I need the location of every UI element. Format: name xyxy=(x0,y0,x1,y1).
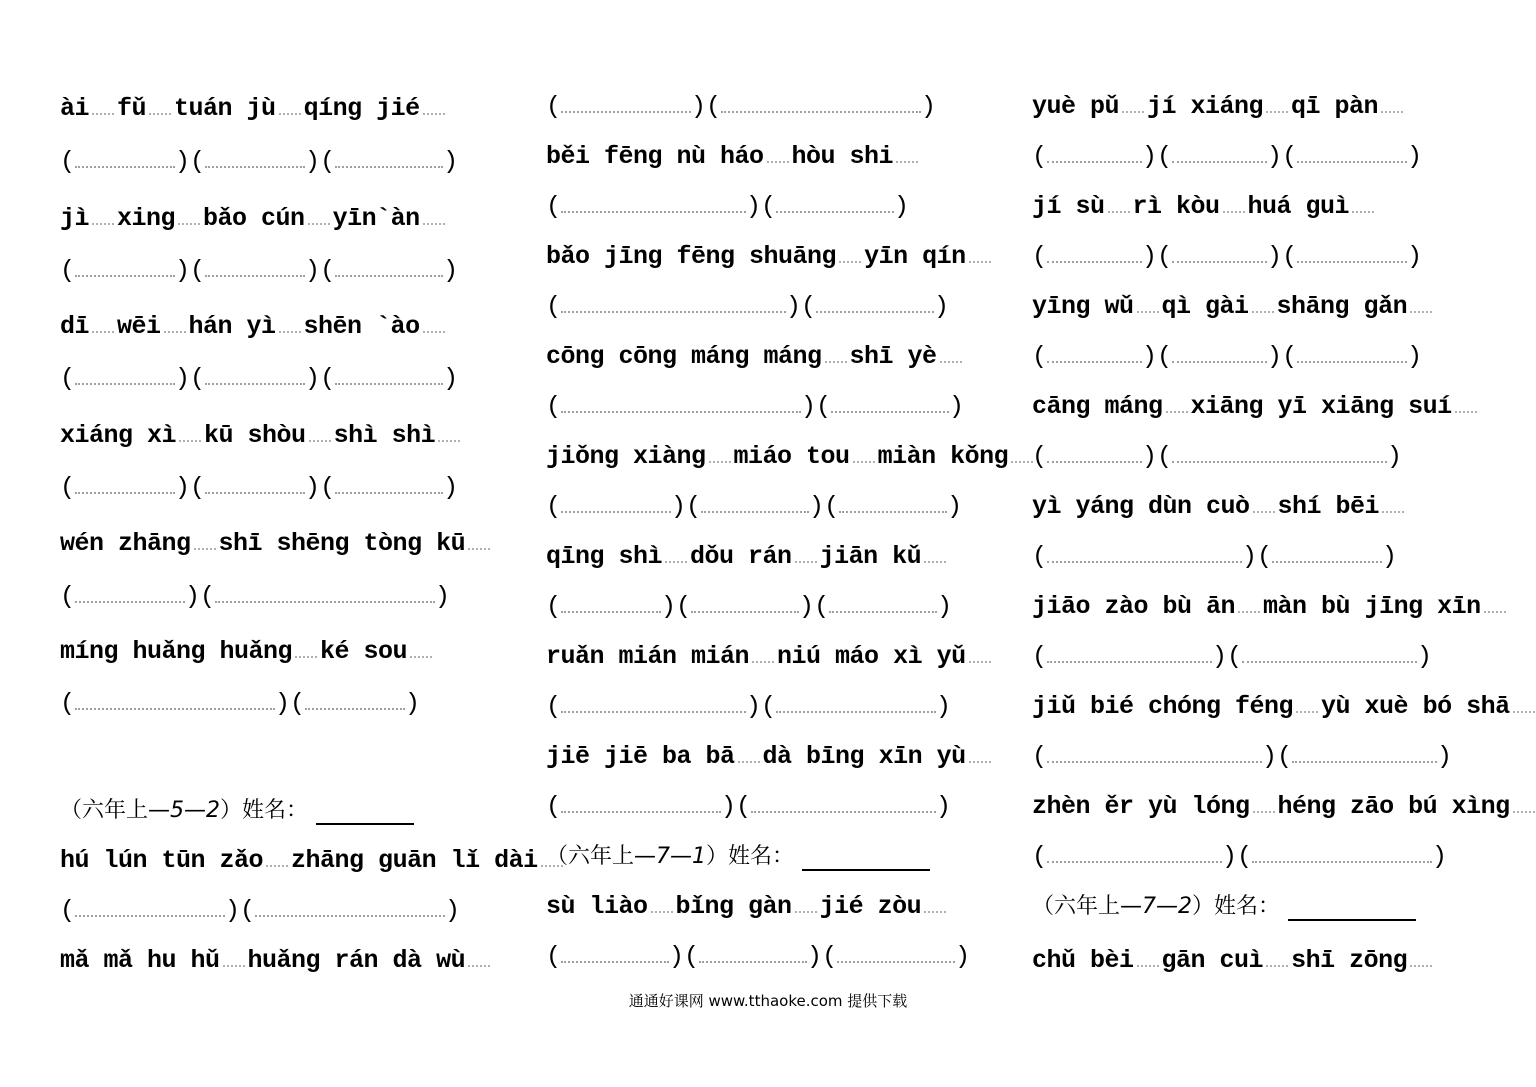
pinyin-row xyxy=(60,847,566,875)
answer-blank[interactable]: ( ) xyxy=(240,896,461,925)
dotted-spacer xyxy=(179,436,201,442)
dotted-spacer xyxy=(1484,607,1506,613)
pinyin-word: bǎo jīng fēng shuāng xyxy=(546,242,837,271)
pinyin-word: ruǎn mián mián xyxy=(546,642,750,671)
pinyin-word: yīn`àn xyxy=(332,204,420,233)
dotted-spacer xyxy=(924,557,946,563)
pinyin-word: shāng gǎn xyxy=(1276,292,1408,321)
pinyin-word: mǎ mǎ hu hǔ xyxy=(60,946,220,975)
pinyin-word: shī yè xyxy=(849,342,937,371)
answer-blank[interactable]: ( ) xyxy=(1032,642,1228,671)
pinyin-row xyxy=(1032,947,1435,975)
dotted-spacer xyxy=(1252,307,1274,313)
pinyin-word: niú máo xì yǔ xyxy=(777,642,966,671)
pinyin-row xyxy=(1032,793,1536,821)
pinyin-row xyxy=(1032,693,1536,721)
dotted-spacer xyxy=(279,327,301,333)
answer-blank[interactable]: ( ) xyxy=(761,192,910,221)
answer-blank[interactable]: ( ) xyxy=(200,582,451,611)
pinyin-word: gān cuì xyxy=(1161,946,1264,975)
dotted-spacer xyxy=(1381,107,1403,113)
dotted-spacer xyxy=(423,219,445,225)
answer-blank[interactable]: ( ) xyxy=(1032,542,1258,571)
dotted-spacer xyxy=(1108,207,1130,213)
pinyin-word: shí bēi xyxy=(1277,492,1380,521)
dotted-spacer xyxy=(738,757,760,763)
pinyin-row xyxy=(546,643,994,671)
name-label: ）姓名： xyxy=(706,844,795,869)
pinyin-word: bǎo cún xyxy=(203,204,305,233)
dotted-spacer xyxy=(92,109,114,115)
answer-blank[interactable]: ( ) xyxy=(546,792,737,821)
pinyin-row xyxy=(1032,393,1480,421)
answer-blanks-row xyxy=(60,690,420,718)
answer-blank[interactable]: ( ) xyxy=(290,689,421,718)
answer-blank[interactable]: ( ) xyxy=(60,473,191,502)
name-field[interactable] xyxy=(802,849,930,871)
dotted-spacer xyxy=(825,357,847,363)
section-prefix: （六年上— xyxy=(60,798,171,823)
answer-blank[interactable]: ( ) xyxy=(1157,342,1283,371)
dotted-spacer xyxy=(295,652,317,658)
pinyin-word: fǔ xyxy=(117,94,147,123)
pinyin-word: ài xyxy=(60,94,90,123)
pinyin-word: cāng máng xyxy=(1032,392,1163,421)
pinyin-word: dī xyxy=(60,312,90,341)
dotted-spacer xyxy=(1011,457,1033,463)
pinyin-row xyxy=(1032,193,1377,221)
answer-blank[interactable]: ( ) xyxy=(1157,242,1283,271)
answer-blank[interactable]: ( ) xyxy=(546,692,762,721)
answer-blank[interactable]: ( ) xyxy=(1282,342,1423,371)
answer-blank[interactable]: ( ) xyxy=(320,364,459,393)
answer-blank[interactable]: ( ) xyxy=(686,492,825,521)
pinyin-row xyxy=(1032,293,1435,321)
answer-blanks-row xyxy=(1032,843,1447,871)
answer-blank[interactable]: ( ) xyxy=(816,392,965,421)
answer-blank[interactable]: ( ) xyxy=(546,92,707,121)
pinyin-row xyxy=(546,143,921,171)
pinyin-word: ké sou xyxy=(320,637,408,666)
pinyin-word: jì xyxy=(60,204,90,233)
pinyin-word: rì kòu xyxy=(1132,192,1220,221)
pinyin-row xyxy=(60,95,448,123)
answer-blank[interactable]: ( ) xyxy=(1157,442,1403,471)
pinyin-word: wēi xyxy=(117,312,161,341)
pinyin-word: cōng cōng máng máng xyxy=(546,342,822,371)
pinyin-row xyxy=(60,313,448,341)
dotted-spacer xyxy=(92,219,114,225)
pinyin-word: yì yáng dùn cuò xyxy=(1032,492,1250,521)
section-header xyxy=(60,797,414,825)
answer-blank[interactable]: ( ) xyxy=(1282,142,1423,171)
dotted-spacer xyxy=(853,457,875,463)
answer-blank[interactable]: ( ) xyxy=(824,492,963,521)
pinyin-word: jí sù xyxy=(1032,192,1105,221)
section-code: 7—1 xyxy=(656,844,707,869)
dotted-spacer xyxy=(795,907,817,913)
pinyin-word: bǐng gàn xyxy=(675,892,792,921)
dotted-spacer xyxy=(969,757,991,763)
pinyin-word: kū shòu xyxy=(204,421,306,450)
answer-blank[interactable]: ( ) xyxy=(546,392,817,421)
pinyin-row xyxy=(60,530,493,558)
answer-blanks-row xyxy=(60,257,458,285)
pinyin-word: tuán jù xyxy=(174,94,276,123)
pinyin-row xyxy=(546,743,994,771)
pinyin-word: qíng jié xyxy=(303,94,420,123)
section-prefix: （六年上— xyxy=(1032,894,1143,919)
dotted-spacer xyxy=(767,157,789,163)
dotted-spacer xyxy=(1266,107,1288,113)
dotted-spacer xyxy=(752,657,774,663)
answer-blank[interactable]: ( ) xyxy=(320,256,459,285)
section-header xyxy=(546,843,930,871)
answer-blanks-row xyxy=(60,897,460,925)
answer-blank[interactable]: ( ) xyxy=(190,473,321,502)
answer-blank[interactable]: ( ) xyxy=(320,147,459,176)
answer-blanks-row xyxy=(546,93,936,121)
answer-blanks-row xyxy=(1032,643,1432,671)
answer-blank[interactable]: ( ) xyxy=(1227,642,1433,671)
pinyin-row xyxy=(546,893,949,921)
dotted-spacer xyxy=(1266,961,1288,967)
answer-blank[interactable]: ( ) xyxy=(822,942,971,971)
dotted-spacer xyxy=(1253,507,1275,513)
answer-blank[interactable]: ( ) xyxy=(190,364,321,393)
answer-blank[interactable]: ( ) xyxy=(706,92,937,121)
pinyin-row xyxy=(546,243,994,271)
answer-blanks-row xyxy=(546,943,970,971)
pinyin-word: chǔ bèi xyxy=(1032,946,1134,975)
pinyin-word: dà bīng xīn yù xyxy=(762,742,966,771)
pinyin-word: yuè pǔ xyxy=(1032,92,1120,121)
pinyin-word: qì gài xyxy=(1161,292,1249,321)
name-label: ）姓名： xyxy=(1192,894,1281,919)
pinyin-word: sù liào xyxy=(546,892,648,921)
dotted-spacer xyxy=(1410,307,1432,313)
pinyin-word: shī zōng xyxy=(1291,946,1408,975)
pinyin-word: míng huǎng huǎng xyxy=(60,637,293,666)
dotted-spacer xyxy=(1455,407,1477,413)
dotted-spacer xyxy=(924,907,946,913)
answer-blank[interactable]: ( ) xyxy=(801,292,950,321)
footer-credit: 通通好课网 www.tthaoke.com 提供下载 xyxy=(628,992,908,1010)
dotted-spacer xyxy=(1166,407,1188,413)
dotted-spacer xyxy=(1382,507,1404,513)
answer-blank[interactable]: ( ) xyxy=(684,942,823,971)
dotted-spacer xyxy=(149,109,171,115)
pinyin-word: jiāo zào bù ān xyxy=(1032,592,1236,621)
dotted-spacer xyxy=(665,557,687,563)
pinyin-word: shī shēng tòng kū xyxy=(218,529,466,558)
answer-blanks-row xyxy=(546,493,962,521)
dotted-spacer xyxy=(709,457,731,463)
answer-blanks-row xyxy=(546,793,951,821)
pinyin-word: qīng shì xyxy=(546,542,663,571)
dotted-spacer xyxy=(1137,961,1159,967)
answer-blanks-row xyxy=(60,583,450,611)
section-prefix: （六年上— xyxy=(546,844,657,869)
pinyin-row xyxy=(60,205,448,233)
pinyin-word: wén zhāng xyxy=(60,529,191,558)
answer-blank[interactable]: ( ) xyxy=(190,147,321,176)
answer-blank[interactable]: ( ) xyxy=(1237,842,1448,871)
answer-blank[interactable]: ( ) xyxy=(60,147,191,176)
dotted-spacer xyxy=(1122,107,1144,113)
section-header xyxy=(1032,893,1416,921)
dotted-spacer xyxy=(423,327,445,333)
answer-blank[interactable]: ( ) xyxy=(1032,142,1158,171)
pinyin-row xyxy=(546,443,1036,471)
dotted-spacer xyxy=(896,157,918,163)
answer-blank[interactable]: ( ) xyxy=(60,256,191,285)
section-code: 7—2 xyxy=(1142,894,1193,919)
pinyin-word: jiān kǔ xyxy=(819,542,922,571)
pinyin-word: jiē jiē ba bā xyxy=(546,742,735,771)
answer-blank[interactable]: ( ) xyxy=(546,592,677,621)
answer-blank[interactable]: ( ) xyxy=(546,292,802,321)
answer-blank[interactable]: ( ) xyxy=(1282,242,1423,271)
dotted-spacer xyxy=(164,327,186,333)
name-field[interactable] xyxy=(1288,899,1416,921)
pinyin-row xyxy=(546,343,965,371)
pinyin-row xyxy=(1032,593,1509,621)
dotted-spacer xyxy=(194,544,216,550)
dotted-spacer xyxy=(1137,307,1159,313)
pinyin-word: miáo tou xyxy=(733,442,850,471)
answer-blank[interactable]: ( ) xyxy=(761,692,952,721)
dotted-spacer xyxy=(651,907,673,913)
answer-blanks-row xyxy=(1032,343,1422,371)
answer-blank[interactable]: ( ) xyxy=(60,364,191,393)
dotted-spacer xyxy=(410,652,432,658)
answer-blanks-row xyxy=(546,593,952,621)
name-label: ）姓名： xyxy=(220,798,309,823)
answer-blanks-row xyxy=(60,474,458,502)
answer-blank[interactable]: ( ) xyxy=(1277,742,1453,771)
dotted-spacer xyxy=(423,109,445,115)
dotted-spacer xyxy=(969,657,991,663)
dotted-spacer xyxy=(940,357,962,363)
answer-blanks-row xyxy=(546,393,964,421)
pinyin-word: jí xiáng xyxy=(1147,92,1264,121)
pinyin-word: huǎng rán dà wù xyxy=(247,946,466,975)
dotted-spacer xyxy=(178,219,200,225)
dotted-spacer xyxy=(969,257,991,263)
pinyin-row xyxy=(1032,493,1407,521)
pinyin-row xyxy=(546,543,949,571)
answer-blanks-row xyxy=(1032,543,1397,571)
answer-blank[interactable]: ( ) xyxy=(1032,342,1158,371)
answer-blanks-row xyxy=(1032,143,1422,171)
answer-blanks-row xyxy=(546,693,951,721)
answer-blank[interactable]: ( ) xyxy=(190,256,321,285)
dotted-spacer xyxy=(1296,707,1318,713)
pinyin-word: zhāng guān lǐ dài xyxy=(291,846,538,875)
dotted-spacer xyxy=(1410,961,1432,967)
pinyin-word: xiáng xì xyxy=(60,421,177,450)
pinyin-word: hán yì xyxy=(188,312,276,341)
pinyin-word: yù xuè bó shā xyxy=(1321,692,1510,721)
dotted-spacer xyxy=(1253,807,1275,813)
pinyin-word: hú lún tūn zǎo xyxy=(60,846,264,875)
pinyin-word: yīn qín xyxy=(864,242,966,271)
dotted-spacer xyxy=(266,861,288,867)
pinyin-word: dǒu rán xyxy=(690,542,792,571)
answer-blanks-row xyxy=(1032,743,1452,771)
pinyin-word: xiāng yī xiāng suí xyxy=(1190,392,1452,421)
pinyin-row xyxy=(1032,93,1406,121)
answer-blanks-row xyxy=(546,193,909,221)
answer-blanks-row xyxy=(546,293,949,321)
pinyin-word: shì shì xyxy=(333,421,436,450)
dotted-spacer xyxy=(1513,807,1535,813)
answer-blank[interactable]: ( ) xyxy=(1257,542,1398,571)
answer-blanks-row xyxy=(60,365,458,393)
answer-blanks-row xyxy=(60,148,458,176)
section-code: 5—2 xyxy=(170,798,221,823)
pinyin-word: zhèn ěr yù lóng xyxy=(1032,792,1250,821)
dotted-spacer xyxy=(468,544,490,550)
answer-blank[interactable]: ( ) xyxy=(546,192,762,221)
pinyin-word: yīng wǔ xyxy=(1032,292,1134,321)
answer-blank[interactable]: ( ) xyxy=(736,792,952,821)
answer-blank[interactable]: ( ) xyxy=(1032,842,1238,871)
dotted-spacer xyxy=(1223,207,1245,213)
dotted-spacer xyxy=(1513,707,1535,713)
pinyin-word: huá guì xyxy=(1247,192,1350,221)
answer-blank[interactable]: ( ) xyxy=(60,582,201,611)
answer-blank[interactable]: ( ) xyxy=(1032,742,1278,771)
answer-blank[interactable]: ( ) xyxy=(60,896,241,925)
pinyin-word: màn bù jīng xīn xyxy=(1263,592,1481,621)
dotted-spacer xyxy=(223,961,245,967)
pinyin-word: shēn `ào xyxy=(303,312,420,341)
pinyin-row xyxy=(60,638,435,666)
dotted-spacer xyxy=(92,327,114,333)
answer-blank[interactable]: ( ) xyxy=(676,592,815,621)
pinyin-word: miàn kǒng xyxy=(877,442,1009,471)
answer-blank[interactable]: ( ) xyxy=(1032,442,1158,471)
pinyin-word: jiǒng xiàng xyxy=(546,442,706,471)
pinyin-word: běi fēng nù háo xyxy=(546,142,764,171)
answer-blanks-row xyxy=(1032,443,1402,471)
pinyin-word: hòu shi xyxy=(791,142,894,171)
pinyin-word: xing xyxy=(117,204,176,233)
answer-blank[interactable]: ( ) xyxy=(60,689,291,718)
answer-blank[interactable]: ( ) xyxy=(546,492,687,521)
answer-blank[interactable]: ( ) xyxy=(320,473,459,502)
pinyin-word: qī pàn xyxy=(1291,92,1379,121)
pinyin-row xyxy=(60,422,463,450)
pinyin-word: jié zòu xyxy=(819,892,922,921)
dotted-spacer xyxy=(839,257,861,263)
dotted-spacer xyxy=(308,219,330,225)
dotted-spacer xyxy=(468,961,490,967)
dotted-spacer xyxy=(1352,207,1374,213)
pinyin-row xyxy=(60,947,493,975)
name-field[interactable] xyxy=(316,803,414,825)
answer-blank[interactable]: ( ) xyxy=(1032,242,1158,271)
pinyin-word: héng zāo bú xìng xyxy=(1277,792,1510,821)
answer-blanks-row xyxy=(1032,243,1422,271)
dotted-spacer xyxy=(795,557,817,563)
answer-blank[interactable]: ( ) xyxy=(546,942,685,971)
dotted-spacer xyxy=(309,436,331,442)
answer-blank[interactable]: ( ) xyxy=(1157,142,1283,171)
dotted-spacer xyxy=(438,436,460,442)
dotted-spacer xyxy=(1238,607,1260,613)
pinyin-word: jiǔ bié chóng féng xyxy=(1032,692,1294,721)
dotted-spacer xyxy=(279,109,301,115)
answer-blank[interactable]: ( ) xyxy=(814,592,953,621)
